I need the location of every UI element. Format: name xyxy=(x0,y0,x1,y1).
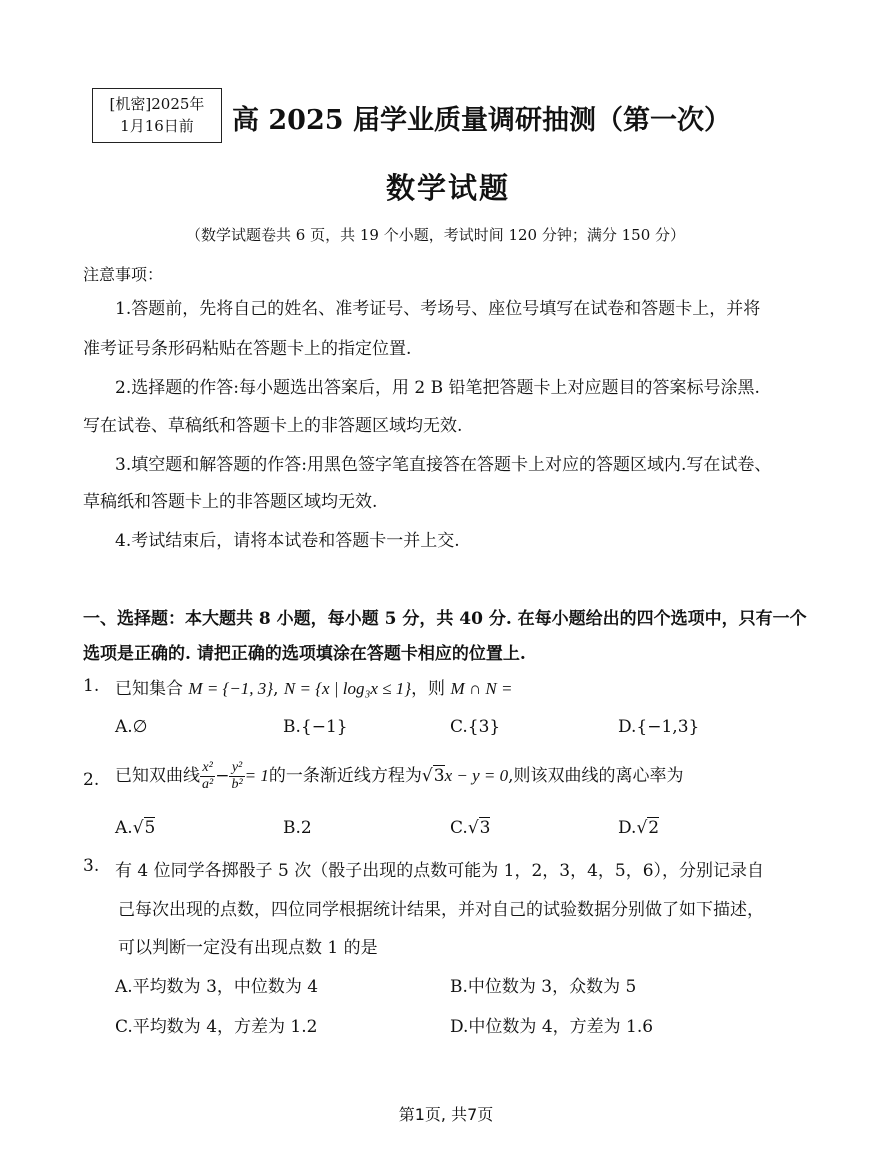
page-footer: 第1页, 共7页 xyxy=(398,1105,494,1124)
confidential-line-2: 1月16日前 xyxy=(120,117,194,135)
notice-item-2-line-1: 2.选择题的作答:每小题选出答案后，用 2 B 铅笔把答题卡上对应题目的答案标号涂黑. xyxy=(115,378,760,398)
confidential-line-1: [机密]2025年 xyxy=(109,95,205,113)
option-a-label: A. xyxy=(115,818,133,838)
asymptote-radicand: 3 xyxy=(433,766,445,786)
question-1-stem: 已知集合 M = {−1, 3}, N = {x | log₃x ≤ 1}，则 M ∩ N = xyxy=(115,679,513,699)
confidential-stamp-box xyxy=(92,88,222,143)
option-a-radicand: 5 xyxy=(144,818,156,838)
notice-item-2-line-2: 写在试卷、草稿纸和答题卡上的非答题区域均无效. xyxy=(83,416,463,436)
hyperbola-y-numerator: y² xyxy=(229,760,244,777)
subject-title: 数学试题 xyxy=(386,171,511,205)
hyperbola-fraction-y xyxy=(229,760,244,793)
hyperbola-x-numerator: x² xyxy=(200,760,215,777)
question-1-option-b: B.{−1} xyxy=(283,717,348,737)
question-3-option-d: D.中位数为 4，方差为 1.6 xyxy=(450,1017,654,1037)
question-3-line-3: 可以判断一定没有出现点数 1 的是 xyxy=(118,938,378,958)
question-1-set-n: N = {x | log₃x ≤ 1} xyxy=(283,679,412,698)
hyperbola-equals: = 1 xyxy=(244,766,269,785)
notice-heading: 注意事项： xyxy=(83,265,164,284)
question-1-option-d: D.{−1,3} xyxy=(618,717,700,737)
option-c-label: C. xyxy=(450,818,468,838)
question-1-expression: M ∩ N = xyxy=(450,679,513,698)
option-c-radicand: 3 xyxy=(479,818,491,838)
question-1-set-m: M = {−1, 3} xyxy=(188,679,274,698)
question-2-stem-mid: 的一条渐近线方程为 xyxy=(268,766,422,786)
option-d-label: D. xyxy=(618,818,637,838)
question-3-line-1: 有 4 位同学各掷骰子 5 次（骰子出现的点数可能为 1，2，3，4，5，6），分别记录自 xyxy=(115,861,765,881)
question-3-option-b: B.中位数为 3，众数为 5 xyxy=(450,977,637,997)
notice-item-1-line-2: 准考证号条形码粘贴在答题卡上的指定位置. xyxy=(83,339,412,359)
section-1-heading: 一、选择题：本大题共 8 小题，每小题 5 分，共 40 分. 在每小题给出的四个选项中，只有一个选项是正确的. 请把正确的选项填涂在答题卡相应的位置上. xyxy=(83,609,807,664)
question-2-option-b: B.2 xyxy=(283,818,312,838)
exam-title: 高 2025 届学业质量调研抽测（第一次） xyxy=(232,105,731,136)
question-2-option-c: C.√3 xyxy=(450,818,491,838)
hyperbola-x-denominator: a² xyxy=(202,777,214,792)
question-3-option-c: C.平均数为 4，方差为 1.2 xyxy=(115,1017,318,1037)
notice-item-3-line-2: 草稿纸和答题卡上的非答题区域均无效. xyxy=(83,492,378,512)
hyperbola-y-denominator: b² xyxy=(231,777,243,792)
question-2-option-a: A.√5 xyxy=(115,818,156,838)
asymptote-sqrt-sign: √ xyxy=(421,766,433,786)
question-2-stem: 已知双曲线 $\frac{\text{x²}}{\text{a²}}$ − $\frac{\text{y²}}{\text{b²}}$ = 1的一条渐近线方程为√3x − y = 0,则该双曲线的离心率为 xyxy=(115,760,684,792)
question-3-number: 3. xyxy=(83,856,100,876)
asymptote-equation: x − y = 0 xyxy=(444,766,509,785)
hyperbola-fraction-x xyxy=(200,760,215,793)
option-d-radicand: 2 xyxy=(648,818,660,838)
question-1-stem-pre: 已知集合 xyxy=(115,679,183,699)
notice-item-4: 4.考试结束后，请将本试卷和答题卡一并上交. xyxy=(115,531,460,551)
question-1-stem-post: ，则 xyxy=(411,679,446,699)
question-2-number: 2. xyxy=(83,770,100,790)
exam-info: （数学试题卷共 6 页，共 19 个小题，考试时间 120 分钟；满分 150 分） xyxy=(186,226,686,244)
question-3-line-2: 己每次出现的点数，四位同学根据统计结果，并对自己的试验数据分别做了如下描述， xyxy=(118,900,764,920)
question-2-option-d: D.√2 xyxy=(618,818,660,838)
notice-item-3-line-1: 3.填空题和解答题的作答:用黑色签字笔直接答在答题卡上对应的答题区域内.写在试卷、 xyxy=(115,455,772,475)
question-2-stem-pre: 已知双曲线 xyxy=(115,766,200,786)
notice-item-1-line-1: 1.答题前，先将自己的姓名、准考证号、考场号、座位号填写在试卷和答题卡上，并将 xyxy=(115,299,761,319)
question-1-option-c: C.{3} xyxy=(450,717,501,737)
question-3-option-a: A.平均数为 3，中位数为 4 xyxy=(115,977,319,997)
question-1-number: 1. xyxy=(83,676,100,696)
question-1-option-a: A.∅ xyxy=(115,717,148,737)
question-2-stem-post: ,则该双曲线的离心率为 xyxy=(508,766,684,786)
